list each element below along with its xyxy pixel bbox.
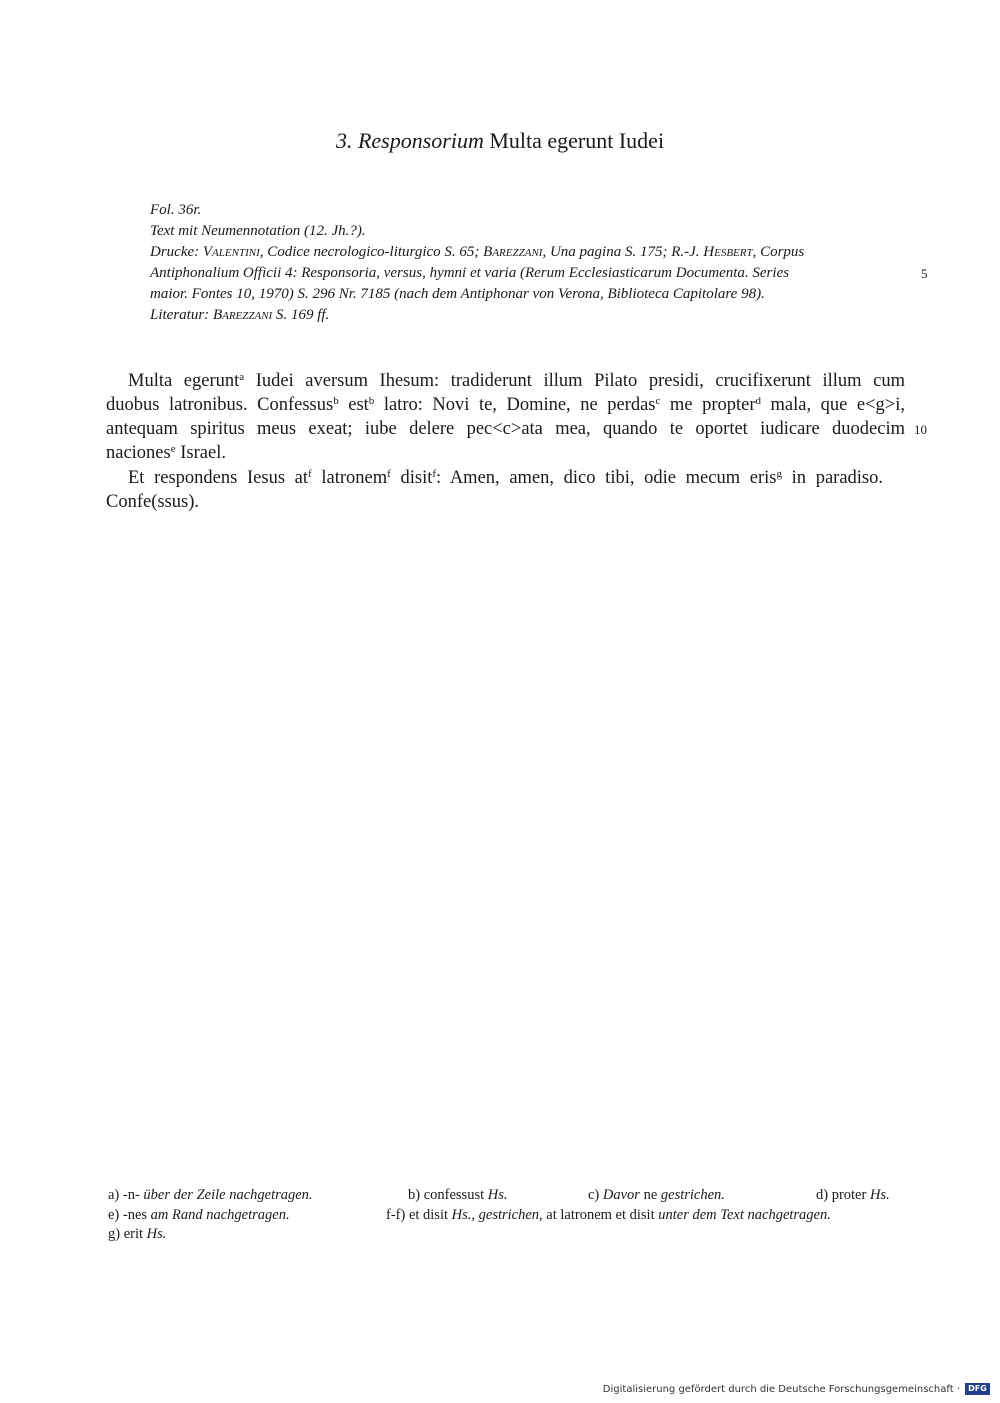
footnote-e: e) -nes am Rand nachgetragen. <box>108 1207 290 1223</box>
text-line-5: Et respondens Iesus $at^f$ latronem$^f$ disit$^f$: Amen, amen, dico tibi, odie mecum eris$^g$ in paradiso. <box>128 468 883 488</box>
footnote-c: c) Davor ne gestrichen. <box>588 1187 725 1203</box>
drucke-line-1: Drucke: Valentini, Codice necrologico-liturgico S. 65; Barezzani, Una pagina S. 175; R.-J. Hesbert, Corpus <box>150 244 805 260</box>
footnote-g: g) erit Hs. <box>108 1226 167 1242</box>
drucke-line-3: maior. Fontes 10, 1970) S. 296 Nr. 7185 (nach dem Antiphonar von Verona, Biblioteca Capitolare 98). <box>150 286 765 302</box>
folio-line: Fol. 36r. <box>150 202 202 218</box>
footnote-d: d) proter Hs. <box>816 1187 890 1203</box>
text-line-6: Confe(ssus). <box>106 492 200 512</box>
line-number-5: 5 <box>921 266 928 281</box>
footnote-f: f-f) et disit Hs., gestrichen, at latronem et disit unter dem Text nachgetragen. <box>386 1207 831 1223</box>
text-line-1: Multa egerunt$^a$ Iudei aversum Ihesum: tradiderunt illum Pilato presidi, crucifixerunt illum cum <box>128 371 905 391</box>
title-genre: Responsorium <box>357 128 484 153</box>
footnote-b: b) confessust Hs. <box>408 1187 508 1203</box>
digitization-note: Digitalisierung gefördert durch die Deutsche Forschungsgemeinschaft · <box>602 1384 960 1395</box>
page-title <box>0 128 1000 154</box>
text-line-3: antequam spiritus meus exeat; iube delere pec<c>ata mea, quando te oportet iudicare duodecim <box>106 419 905 439</box>
text-line-4: naciones$^e$ Israel. <box>106 443 226 463</box>
title-number: 3. <box>335 128 353 153</box>
text-note: Text mit Neumennotation (12. Jh.?). <box>150 223 366 239</box>
text-line-2: duobus latronibus. Confessus$^b$ est$^b$ latro: Novi te, Domine, ne perdas$^c$ me propter$^d$ mala, que e<g>i, <box>106 395 905 415</box>
literatur-line: Literatur: Barezzani S. 169 ff. <box>150 307 330 323</box>
title-incipit: Multa egerunt Iudei <box>489 128 665 153</box>
dfg-logo: DFG <box>965 1383 990 1395</box>
footnote-a: a) -n- über der Zeile nachgetragen. <box>108 1187 313 1203</box>
drucke-line-2: Antiphonalium Officii 4: Responsoria, versus, hymni et varia (Rerum Ecclesiasticarum Documenta. Series <box>150 265 790 281</box>
line-number-10: 10 <box>914 422 927 437</box>
